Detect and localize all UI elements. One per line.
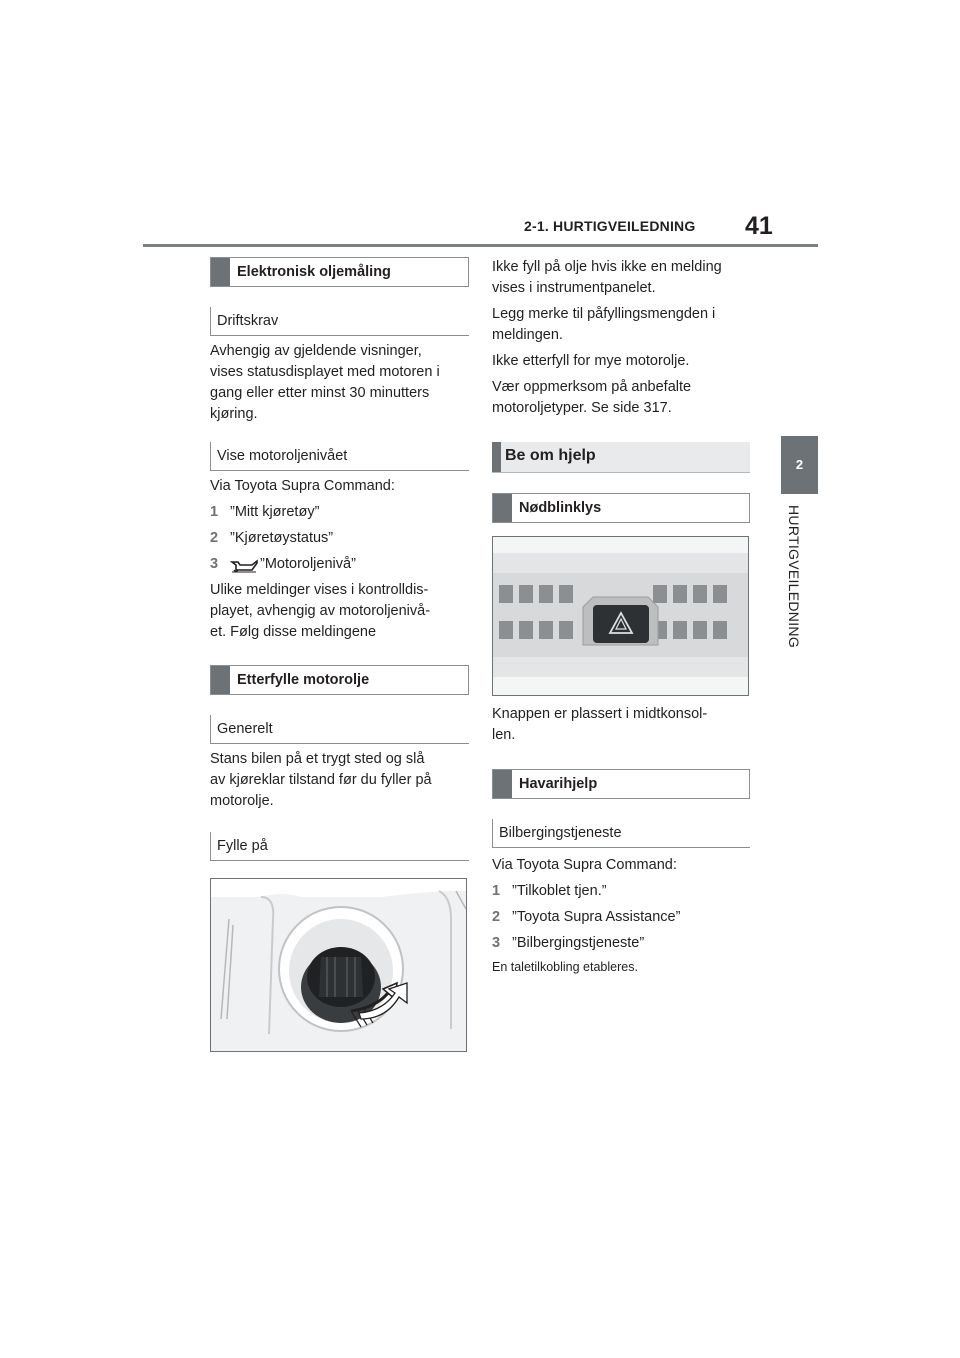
oil-can-icon	[230, 556, 260, 574]
heading-electronic-oil: Elektronisk oljemåling	[210, 257, 469, 287]
paragraph-status-display: Avhengig av gjeldende visninger, vises statusdisplayet med motoren i gang eller etter minst 30 minutters kjøring.	[210, 343, 440, 422]
paragraph-via-command-2: Via Toyota Supra Command:	[492, 857, 677, 873]
page-number: 41	[745, 212, 773, 240]
step-item: 2 ”Toyota Supra Assistance”	[492, 909, 681, 925]
subheading-show-oil-level: Vise motoroljenivået	[210, 442, 469, 471]
header-rule	[143, 244, 818, 247]
subheading-operating-requirements: Driftskrav	[210, 307, 469, 336]
step-item: 1 ”Tilkoblet tjen.”	[492, 883, 607, 899]
step-item: 3 ”Bilbergingstjeneste”	[492, 935, 645, 951]
subheading-general: Generelt	[210, 715, 469, 744]
chapter-label: HURTIGVEILEDNING	[786, 505, 802, 649]
heading-hazard-lights: Nødblinklys	[492, 493, 750, 523]
subheading-roadside-service: Bilbergingstjeneste	[492, 819, 750, 848]
step-item: 3 ”Motoroljenivå”	[210, 556, 356, 572]
paragraph-button-location: Knappen er plassert i midtkonsol- len.	[492, 706, 708, 743]
step-item: 1 ”Mitt kjøretøy”	[210, 504, 320, 520]
oil-cap-illustration	[210, 878, 467, 1052]
paragraph-voice-connection: En taletilkobling etableres.	[492, 960, 638, 974]
paragraph-stop-car: Stans bilen på et trygt sted og slå av kjøreklar tilstand før du fyller på motorolje.	[210, 751, 432, 809]
paragraph-no-oil-unless: Ikke fyll på olje hvis ikke en melding vises i instrumentpanelet.	[492, 259, 722, 296]
paragraph-fill-amount: Legg merke til påfyllingsmengden i meldingen.	[492, 306, 716, 343]
paragraph-via-command: Via Toyota Supra Command:	[210, 478, 395, 494]
hazard-button-illustration	[492, 536, 749, 696]
chapter-tab[interactable]: 2	[781, 436, 818, 494]
paragraph-recommended-oil: Vær oppmerksom på anbefalte motoroljetyper. Se side 317.	[492, 379, 692, 416]
heading-get-help: Be om hjelp	[492, 442, 750, 473]
running-header: 2-1. HURTIGVEILEDNING	[524, 218, 696, 234]
paragraph-messages: Ulike meldinger vises i kontrolldis- playet, avhengig av motoroljenivå- et. Følg disse meldingene	[210, 582, 431, 640]
paragraph-no-overfill: Ikke etterfyll for mye motorolje.	[492, 353, 690, 369]
heading-refill-oil: Etterfylle motorolje	[210, 665, 469, 695]
heading-breakdown-help: Havarihjelp	[492, 769, 750, 799]
subheading-fill: Fylle på	[210, 832, 469, 861]
step-item: 2 ”Kjøretøystatus”	[210, 530, 334, 546]
right-column	[492, 257, 750, 975]
left-column	[210, 257, 469, 1052]
